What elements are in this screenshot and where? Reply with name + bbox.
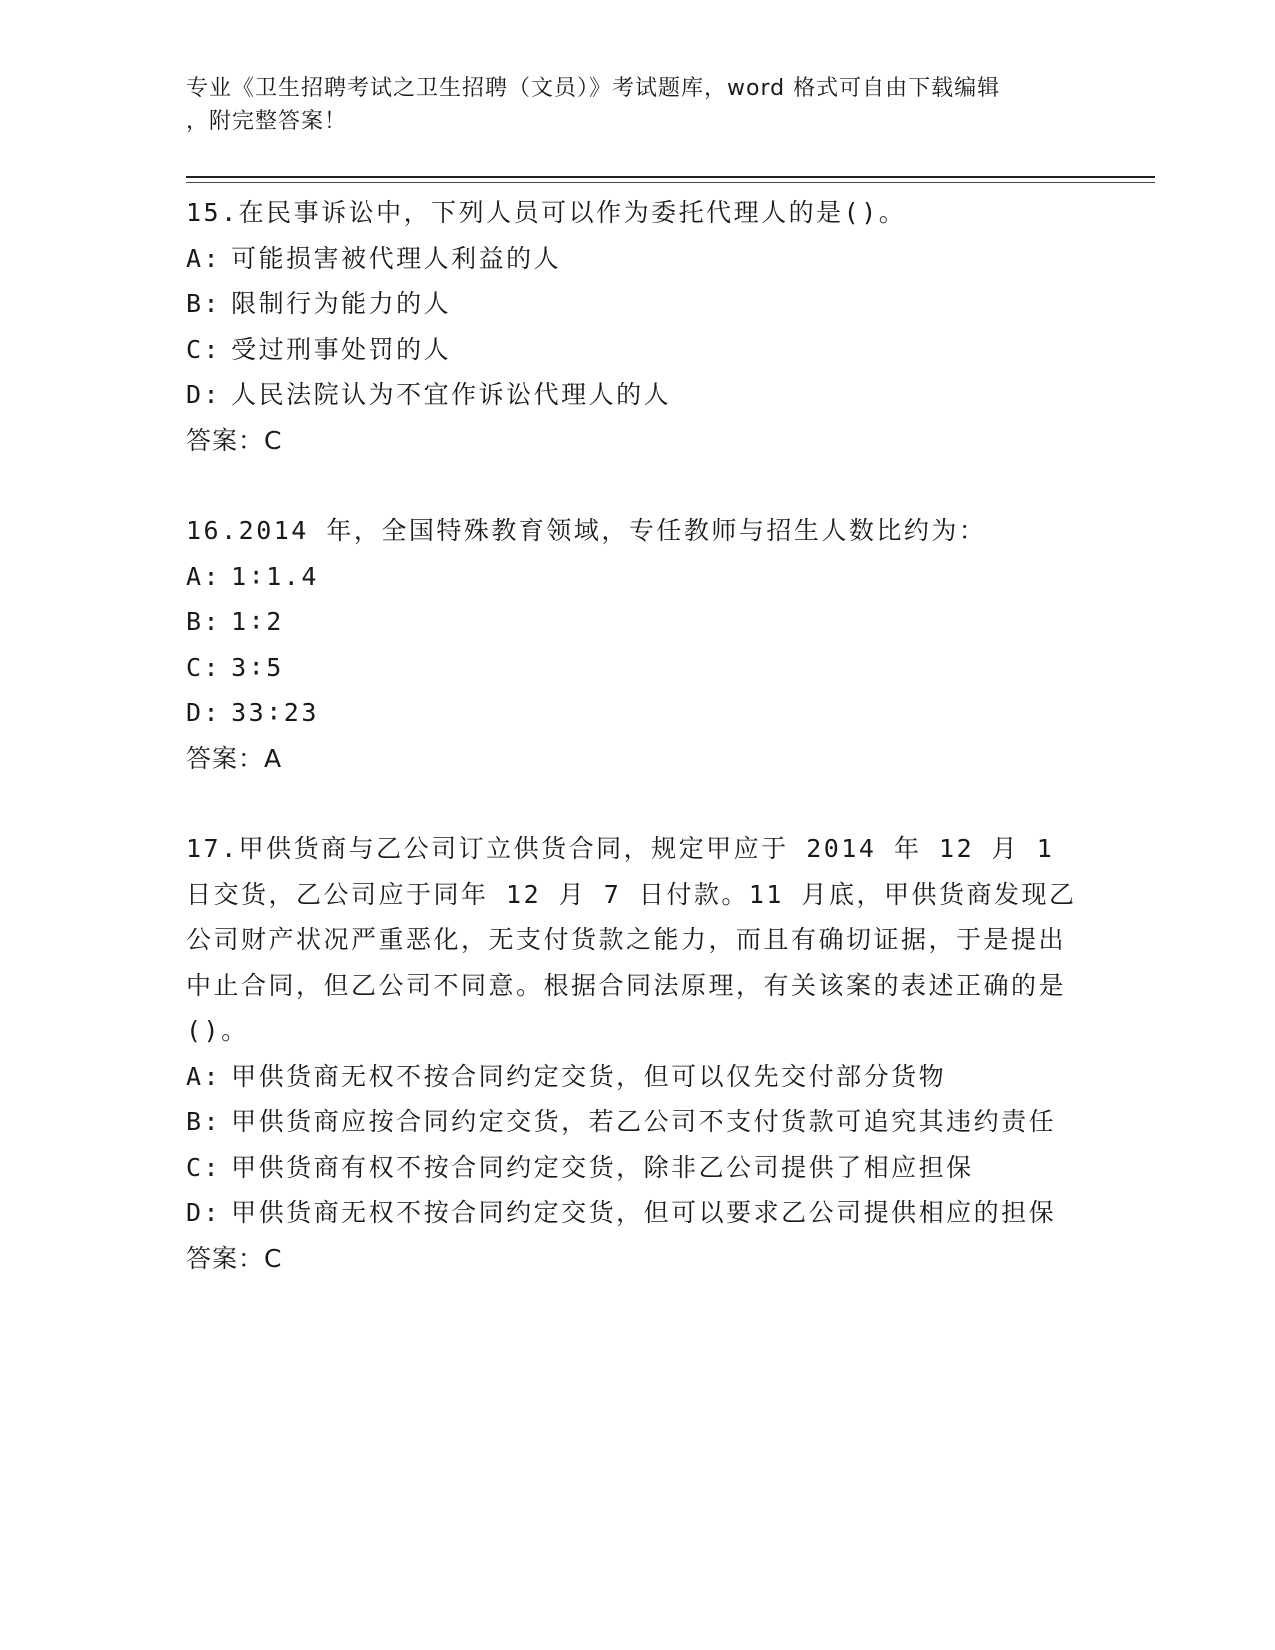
- option-label: A:: [186, 561, 222, 591]
- option-d: [186, 372, 1086, 418]
- option-label: D:: [186, 1198, 222, 1227]
- option-label: B:: [186, 1107, 222, 1136]
- option-label: D:: [186, 380, 222, 409]
- option-text: 限制行为能力的人: [231, 289, 452, 318]
- question-stem: 17.甲供货商与乙公司订立供货合同，规定甲应于 2014 年 12 月 1 日交货，乙公司应于同年 12 月 7 日付款。11 月底，甲供货商发现乙公司财产状况严重恶化，无支付货款之能力，而且有确切证据，于是提出中止合同，但乙公司不同意。根据合同法原理，有关该案的表述正确的是()。: [186, 834, 1077, 1045]
- option-text: 甲供货商有权不按合同约定交货，除非乙公司提供了相应担保: [231, 1152, 974, 1182]
- option-text: 受过刑事处罚的人: [231, 334, 452, 364]
- option-label: C:: [186, 1152, 222, 1182]
- option-a: [186, 236, 1086, 282]
- option-label: C:: [186, 334, 222, 364]
- question-15: [186, 190, 1086, 463]
- header-line-2: ，附完整答案！: [186, 109, 348, 134]
- option-b: [186, 1099, 1086, 1145]
- option-label: B:: [186, 289, 222, 318]
- header-line-1: 专业《卫生招聘考试之卫生招聘（文员）》考试题库，word 格式可自由下载编辑: [186, 76, 1001, 101]
- answer-line: 答案：C: [186, 425, 283, 455]
- option-a: [186, 1054, 1086, 1100]
- document-header: [186, 72, 1066, 138]
- option-c: [186, 1145, 1086, 1191]
- option-text: 33∶23: [231, 698, 319, 727]
- option-b: [186, 599, 1086, 645]
- question-17: [186, 826, 1086, 1281]
- option-text: 甲供货商应按合同约定交货，若乙公司不支付货款可追究其违约责任: [231, 1107, 1057, 1136]
- question-stem: 16.2014 年，全国特殊教育领域，专任教师与招生人数比约为：: [186, 516, 987, 545]
- option-text: 人民法院认为不宜作诉讼代理人的人: [231, 380, 672, 409]
- option-a: [186, 554, 1086, 600]
- answer-line: 答案：C: [186, 1243, 283, 1273]
- option-text: 甲供货商无权不按合同约定交货，但可以要求乙公司提供相应的担保: [231, 1198, 1057, 1227]
- question-stem: 15.在民事诉讼中，下列人员可以作为委托代理人的是()。: [186, 198, 907, 227]
- header-divider-thin: [186, 182, 1155, 183]
- option-label: C:: [186, 652, 222, 682]
- header-divider-thick: [186, 176, 1155, 178]
- option-c: [186, 645, 1086, 691]
- question-list: [186, 190, 1086, 1281]
- option-text: 1∶1.4: [231, 561, 319, 591]
- option-label: A:: [186, 1061, 222, 1091]
- option-c: [186, 327, 1086, 373]
- question-16: [186, 508, 1086, 781]
- option-label: A:: [186, 243, 222, 273]
- option-b: [186, 281, 1086, 327]
- option-label: B:: [186, 607, 222, 636]
- option-label: D:: [186, 698, 222, 727]
- answer-line: 答案：A: [186, 743, 283, 773]
- option-text: 甲供货商无权不按合同约定交货，但可以仅先交付部分货物: [231, 1061, 947, 1091]
- option-text: 3∶5: [231, 652, 284, 682]
- option-d: [186, 1190, 1086, 1236]
- option-d: [186, 690, 1086, 736]
- option-text: 1∶2: [231, 607, 284, 636]
- option-text: 可能损害被代理人利益的人: [231, 243, 562, 273]
